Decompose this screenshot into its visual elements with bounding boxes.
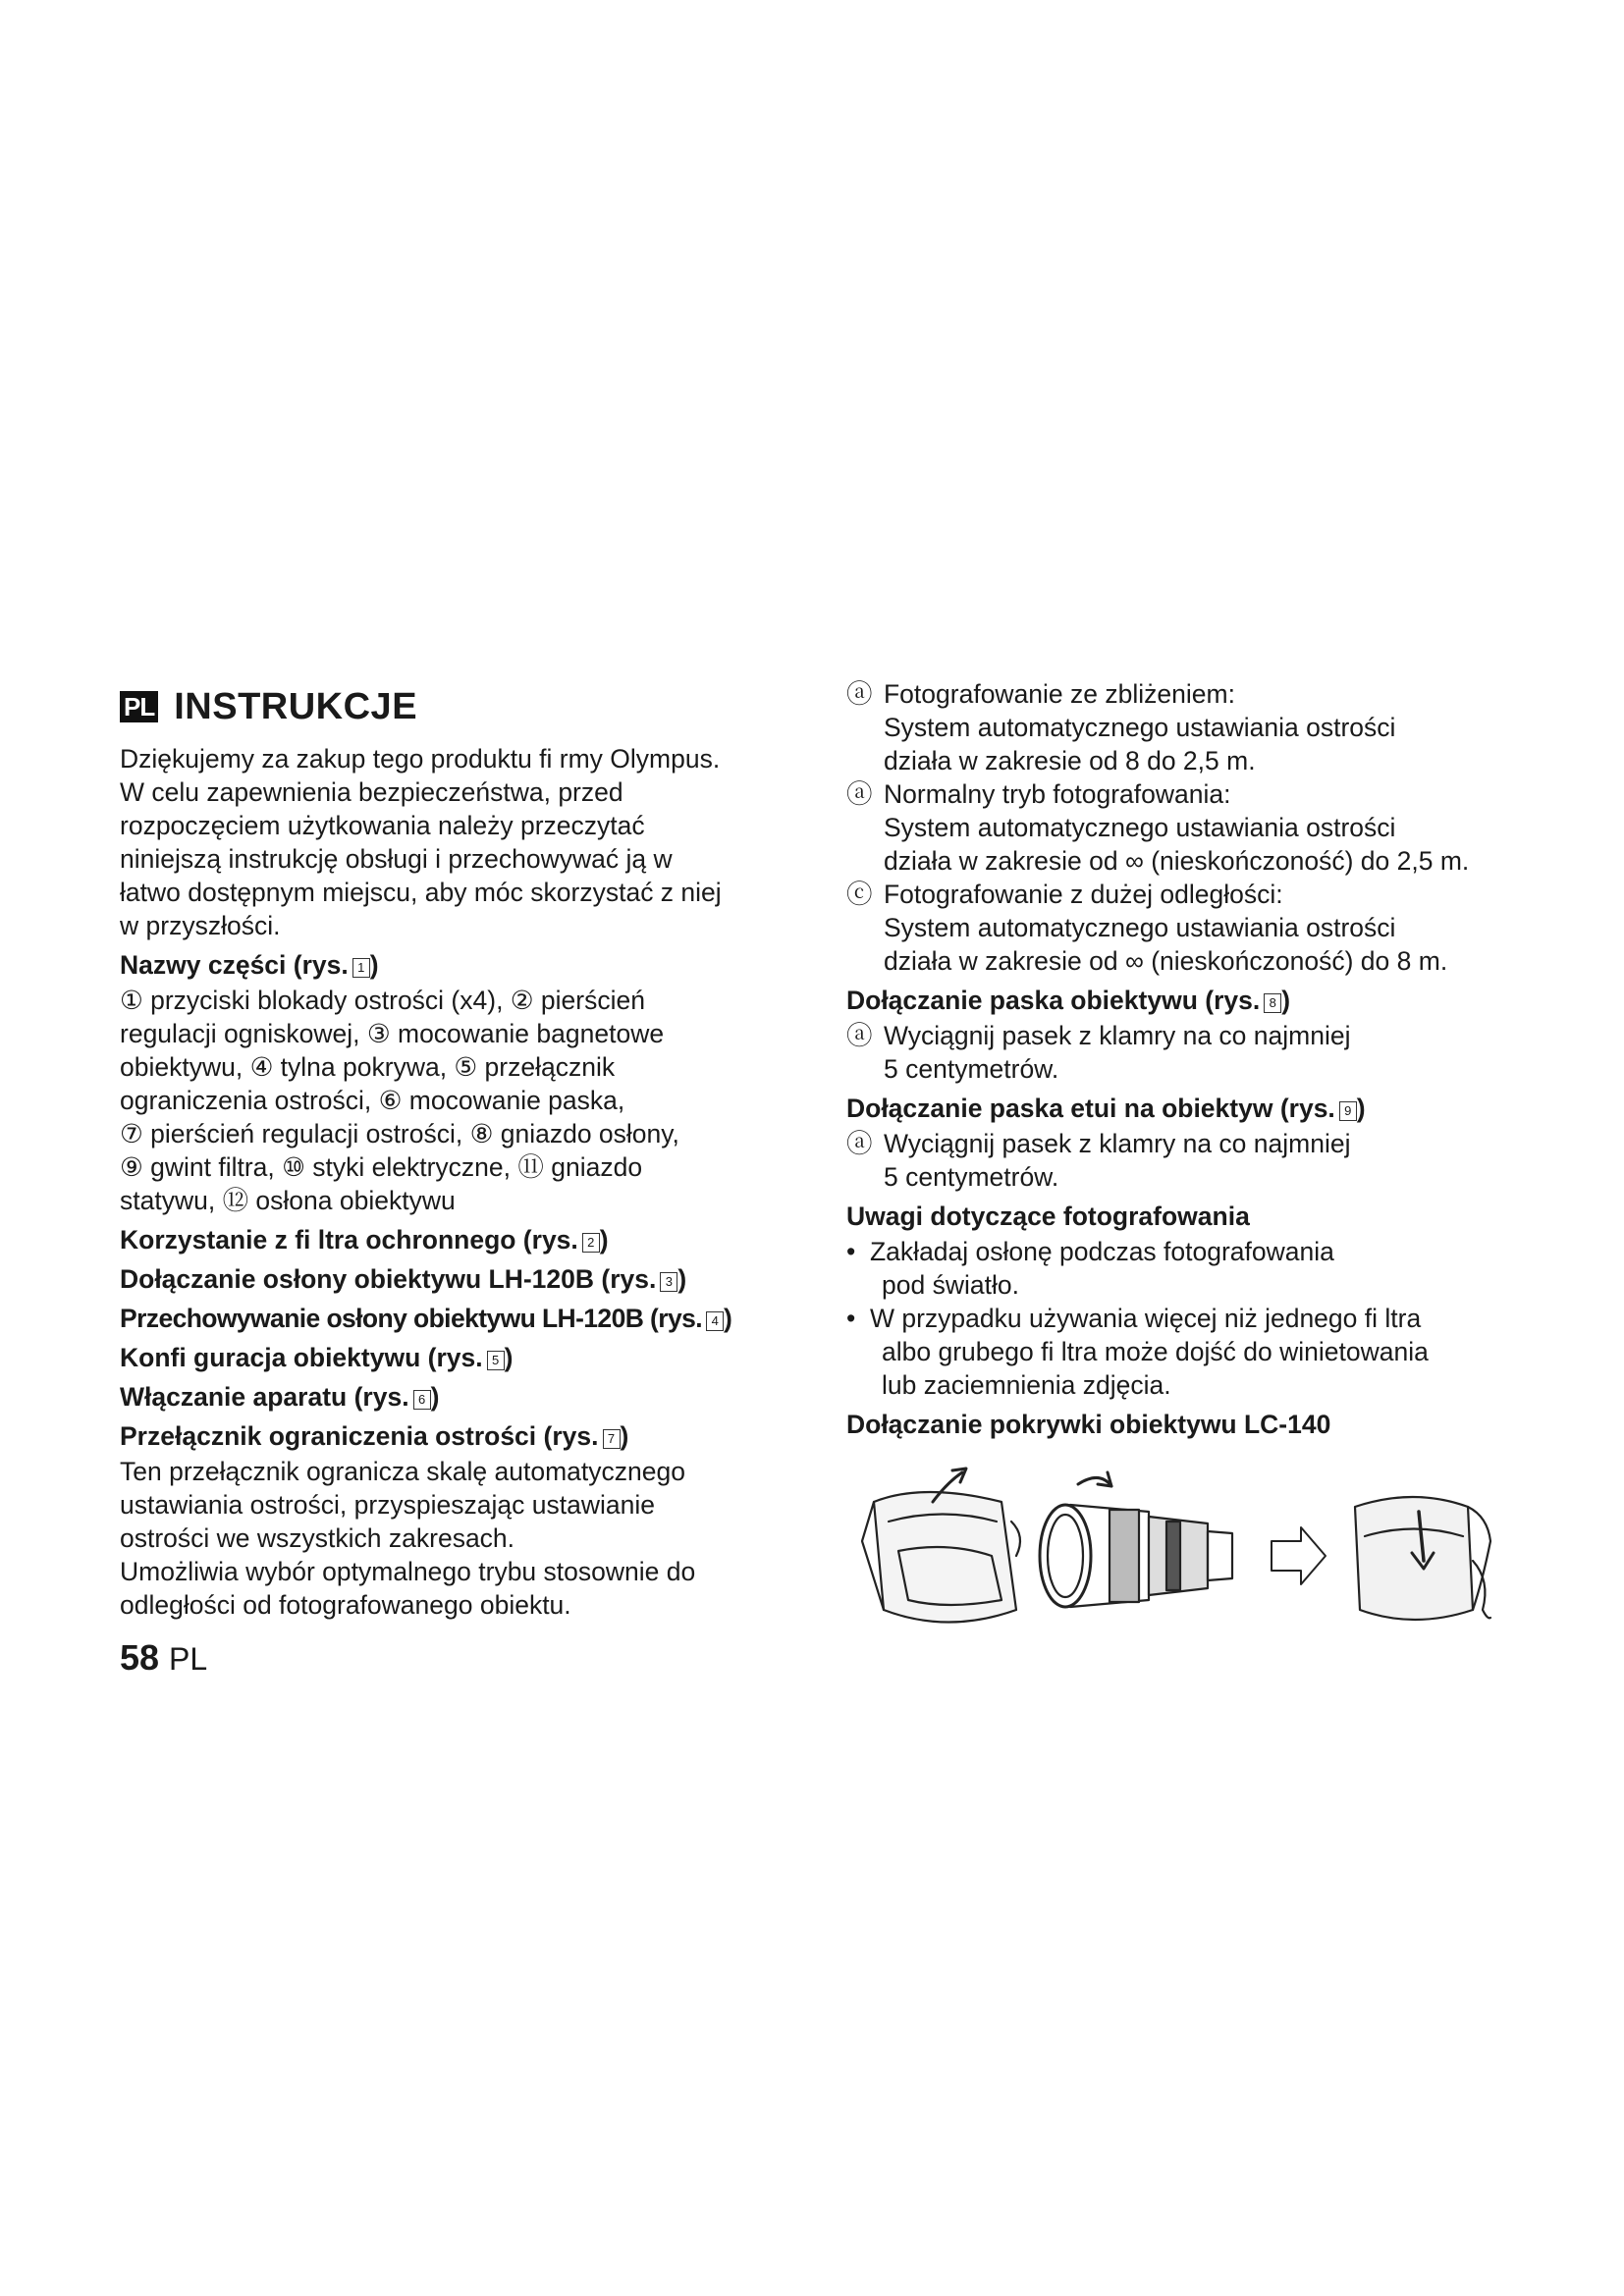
intro-paragraph [120,742,797,942]
figure-ref: 9 [1339,1101,1357,1121]
heading-text: Przechowywanie osłony obiektywu LH-120B (rys. [120,1304,702,1333]
mode-marker: ⓐ [846,679,873,709]
bullet-text: pod światło. [882,1270,1019,1300]
focus-limiter-line: odległości od fotografowanego obiektu. [120,1590,571,1620]
bullet-text: Zakładaj osłonę podczas fotografowania [870,1237,1334,1266]
page-title: INSTRUKCJE [174,685,418,727]
strap-line: 5 centymetrów. [884,1162,1059,1192]
section-heading: Korzystanie z fi ltra ochronnego (rys. 2 ) [120,1225,609,1255]
parts-heading: Nazwy części (rys. 1 ) [120,950,379,980]
mode-item [846,878,1534,978]
focus-limiter-line: Ten przełącznik ogranicza skalę automatycznego [120,1457,685,1486]
mode-title: Fotografowanie ze zbliżeniem: [884,679,1235,709]
strap-marker: ⓐ [846,1021,873,1050]
heading-text: Dołączanie osłony obiektywu LH-120B (rys. [120,1264,657,1294]
title-row [120,677,797,736]
lens-cap-illustration [854,1463,1492,1639]
heading-text: Dołączanie paska etui na obiektyw (rys. [846,1094,1335,1123]
intro-line: niniejszą instrukcję obsługi i przechowywać ją w [120,844,673,874]
bullet-item [846,1235,1534,1268]
mode-item [846,777,1534,878]
page-footer [120,1637,207,1679]
intro-line: w przyszłości. [120,911,281,940]
heading-text: Konfi guracja obiektywu (rys. [120,1343,483,1372]
bullet-text: albo grubego fi ltra może dojść do winietowania [882,1337,1429,1366]
focus-limiter-line: ustawiania ostrości, przyspieszając ustawianie [120,1490,655,1520]
bullet-dot: • [846,1237,856,1266]
mode-line: działa w zakresie od ∞ (nieskończoność) do 2,5 m. [884,846,1470,876]
parts-line: statywu, ⑫ osłona obiektywu [120,1186,456,1215]
bullet-dot: • [846,1304,856,1333]
focus-limiter-heading: Przełącznik ograniczenia ostrości (rys. 7 ) [120,1421,629,1451]
mode-line: System automatycznego ustawiania ostrości [884,913,1396,942]
figure-ref: 2 [582,1233,600,1253]
closed-cap-drawing [1355,1497,1490,1620]
notes-list [846,1235,1534,1402]
strap-lens-heading: Dołączanie paska obiektywu (rys. 8 ) [846,986,1291,1015]
lens-drawing [1040,1472,1232,1607]
figure-ref: 7 [603,1429,621,1449]
intro-line: łatwo dostępnym miejscu, aby móc skorzystać z niej [120,878,722,907]
direction-arrow-icon [1272,1527,1326,1584]
parts-list [120,984,797,1217]
heading-text: Przełącznik ograniczenia ostrości (rys. [120,1421,599,1451]
notes-heading: Uwagi dotyczące fotografowania [846,1201,1250,1231]
mode-line: System automatycznego ustawiania ostrości [884,813,1396,842]
open-cap-drawing [862,1468,1020,1623]
section-heading: Dołączanie osłony obiektywu LH-120B (rys. 3 ) [120,1264,687,1294]
figure-ref: 3 [660,1272,677,1292]
footer-language: PL [169,1641,208,1677]
parts-line: ⑨ gwint filtra, ⑩ styki elektryczne, ⑪ gniazdo [120,1152,643,1182]
figure-ref: 1 [352,958,370,978]
parts-line: obiektywu, ④ tylna pokrywa, ⑤ przełącznik [120,1052,616,1082]
strap-marker: ⓐ [846,1129,873,1158]
mode-marker: ⓒ [846,880,873,909]
bullet-text: lub zaciemnienia zdjęcia. [882,1370,1171,1400]
strap-case-heading: Dołączanie paska etui na obiektyw (rys. 9 ) [846,1094,1366,1123]
section-heading: Przechowywanie osłony obiektywu LH-120B (rys. 4 ) [120,1304,732,1333]
figure-ref: 4 [706,1311,724,1331]
bullet-text: W przypadku używania więcej niż jednego fi ltra [870,1304,1422,1333]
strap-line: Wyciągnij pasek z klamry na co najmniej [884,1021,1351,1050]
left-column [120,677,797,1622]
intro-line: rozpoczęciem użytkowania należy przeczytać [120,811,645,840]
parts-line: regulacji ogniskowej, ③ mocowanie bagnetowe [120,1019,665,1048]
mode-line: działa w zakresie od 8 do 2,5 m. [884,746,1256,775]
heading-text: Dołączanie paska obiektywu (rys. [846,986,1261,1015]
mode-line: System automatycznego ustawiania ostrości [884,713,1396,742]
parts-line: ⑦ pierścień regulacji ostrości, ⑧ gniazdo osłony, [120,1119,679,1148]
lens-cap-heading: Dołączanie pokrywki obiektywu LC-140 [846,1410,1331,1439]
intro-line: W celu zapewnienia bezpieczeństwa, przed [120,777,623,807]
intro-line: Dziękujemy za zakup tego produktu fi rmy Olympus. [120,744,721,774]
focus-limiter-line: Umożliwia wybór optymalnego trybu stosownie do [120,1557,696,1586]
mode-marker: ⓐ [846,779,873,809]
figure-ref: 6 [413,1390,431,1410]
section-heading: Włączanie aparatu (rys. 6 ) [120,1382,440,1412]
figure-ref: 5 [487,1351,505,1370]
mode-title: Fotografowanie z dużej odległości: [884,880,1283,909]
parts-line: ograniczenia ostrości, ⑥ mocowanie paska, [120,1086,625,1115]
bullet-item [846,1302,1534,1335]
heading-text: Korzystanie z fi ltra ochronnego (rys. [120,1225,578,1255]
mode-title: Normalny tryb fotografowania: [884,779,1231,809]
right-column [846,677,1534,1443]
heading-text: Nazwy części (rys. [120,950,349,980]
strap-line: 5 centymetrów. [884,1054,1059,1084]
focus-limiter-text [120,1455,797,1622]
section-heading: Konfi guracja obiektywu (rys. 5 ) [120,1343,514,1372]
mode-line: działa w zakresie od ∞ (nieskończoność) do 8 m. [884,946,1448,976]
language-badge: PL [120,691,158,722]
figure-ref: 8 [1264,993,1281,1013]
parts-line: ① przyciski blokady ostrości (x4), ② pierścień [120,986,645,1015]
page-number: 58 [120,1637,160,1678]
strap-line: Wyciągnij pasek z klamry na co najmniej [884,1129,1351,1158]
focus-limiter-line: ostrości we wszystkich zakresach. [120,1523,515,1553]
mode-item [846,677,1534,777]
heading-text: Włączanie aparatu (rys. [120,1382,409,1412]
